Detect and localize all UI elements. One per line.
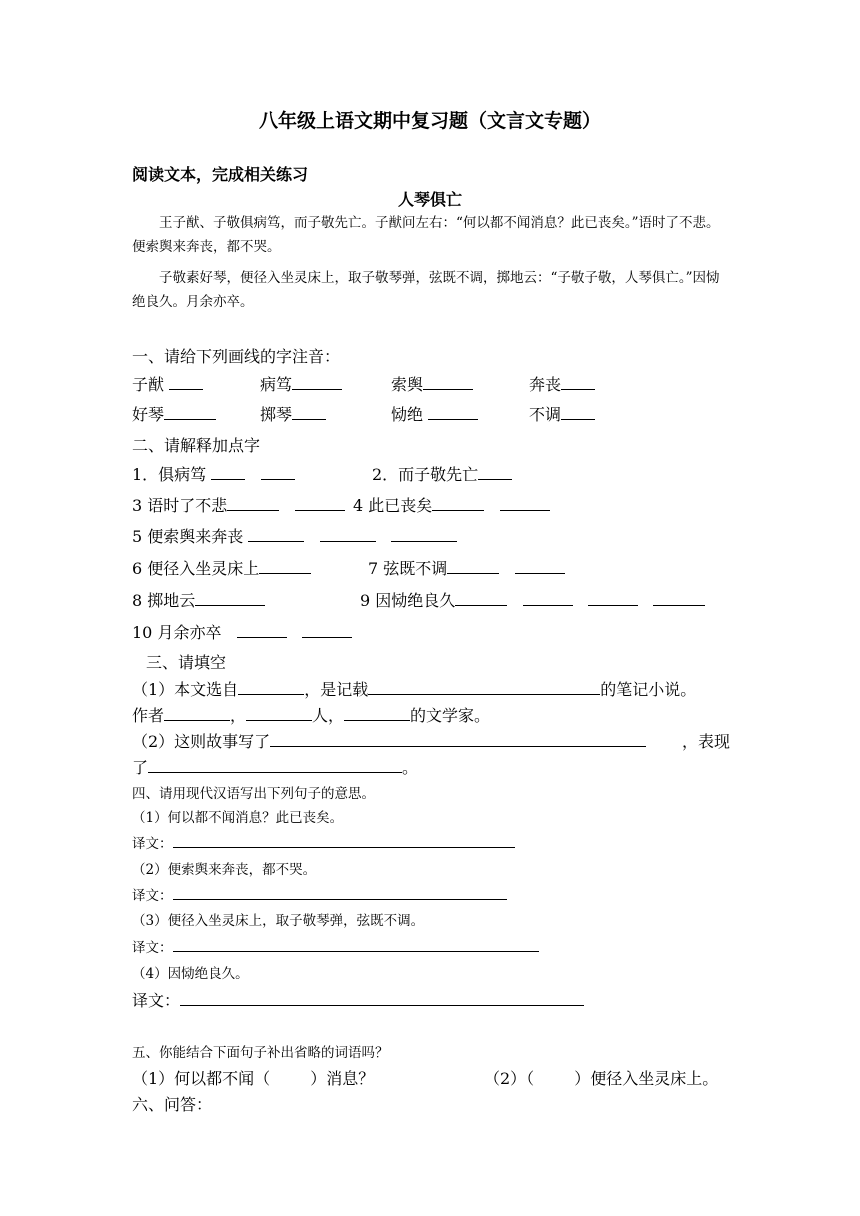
explain-item: 4 此已丧矣	[353, 493, 550, 516]
answer-blank[interactable]	[173, 886, 507, 901]
pinyin-item: 不调	[529, 402, 595, 425]
translation-line: 译文：	[132, 884, 507, 904]
page-title: 八年级上语文期中复习题（文言文专题）	[258, 110, 601, 132]
answer-blank[interactable]	[259, 557, 311, 574]
answer-blank[interactable]	[588, 589, 638, 606]
fill-line: 了 。	[132, 758, 419, 777]
answer-blank[interactable]	[292, 373, 342, 390]
fill-line: （2）这则故事写了 ，表现	[132, 732, 730, 751]
explain-item: 8 掷地云	[132, 588, 265, 611]
pinyin-item: 病笃	[260, 372, 342, 395]
explain-item: 1．俱病笃	[132, 462, 295, 485]
answer-blank[interactable]	[237, 621, 287, 638]
answer-blank[interactable]	[292, 403, 326, 420]
section-3-heading: 三、请填空	[146, 653, 227, 672]
pinyin-item: 索舆	[391, 372, 473, 395]
explain-item: 10 月余亦卒	[132, 620, 352, 643]
sentence-item: （4）因恸绝良久。	[132, 966, 249, 982]
omission-item: （2）（ ）便径入坐灵床上。	[484, 1069, 719, 1088]
explain-item: 6 便径入坐灵床上	[132, 556, 311, 579]
answer-blank[interactable]	[320, 525, 376, 542]
pinyin-item: 奔丧	[529, 372, 595, 395]
answer-blank[interactable]	[561, 373, 595, 390]
answer-blank[interactable]	[164, 403, 216, 420]
section-2-heading: 二、请解释加点字	[132, 436, 261, 455]
section-6-heading: 六、问答：	[132, 1095, 213, 1114]
answer-blank[interactable]	[368, 678, 600, 695]
answer-blank[interactable]	[344, 704, 410, 721]
answer-blank[interactable]	[653, 589, 705, 606]
pinyin-item: 掷琴	[260, 402, 326, 425]
passage-paragraph-1: 王子猷、子敬俱病笃，而子敬先亡。子猷问左右：“何以都不闻消息？此已丧矣。”语时了不悲。便索舆来奔丧，都不哭。	[132, 215, 720, 255]
translation-line: 译文：	[132, 936, 539, 956]
sentence-item: （1）何以都不闻消息？此已丧矣。	[132, 810, 344, 826]
translation-line: 译文：	[132, 988, 584, 1011]
section-5-heading: 五、你能结合下面句子补出省略的词语吗？	[132, 1045, 389, 1061]
answer-blank[interactable]	[169, 373, 203, 390]
answer-blank[interactable]	[238, 678, 304, 695]
answer-blank[interactable]	[432, 494, 484, 511]
answer-blank[interactable]	[248, 525, 304, 542]
answer-blank[interactable]	[455, 589, 507, 606]
answer-blank[interactable]	[148, 756, 402, 773]
answer-blank[interactable]	[180, 989, 584, 1006]
answer-blank[interactable]	[195, 589, 265, 606]
answer-blank[interactable]	[295, 494, 345, 511]
omission-item: （1）何以都不闻（ ）消息？	[132, 1069, 375, 1088]
section-1-heading: 一、请给下列画线的字注音：	[132, 347, 341, 366]
reading-instruction: 阅读文本，完成相关练习	[132, 165, 309, 184]
answer-blank[interactable]	[173, 938, 539, 953]
answer-blank[interactable]	[561, 403, 595, 420]
answer-blank[interactable]	[478, 463, 512, 480]
answer-blank[interactable]	[270, 730, 646, 747]
answer-blank[interactable]	[173, 834, 515, 849]
pinyin-item: 恸绝	[391, 402, 478, 425]
answer-blank[interactable]	[227, 494, 279, 511]
passage-paragraph-2: 子敬素好琴，便径入坐灵床上，取子敬琴弹，弦既不调，掷地云：“子敬子敬，人琴俱亡。”因恸绝良久。月余亦卒。	[132, 270, 720, 310]
passage-heading: 人琴俱亡	[397, 190, 462, 209]
answer-blank[interactable]	[246, 704, 312, 721]
answer-blank[interactable]	[391, 525, 457, 542]
answer-blank[interactable]	[500, 494, 550, 511]
pinyin-item: 子猷	[132, 372, 203, 395]
answer-blank[interactable]	[428, 403, 478, 420]
explain-item: 3 语时了不悲	[132, 493, 345, 516]
answer-blank[interactable]	[515, 557, 565, 574]
answer-blank[interactable]	[523, 589, 573, 606]
answer-blank[interactable]	[447, 557, 499, 574]
explain-item: 9 因恸绝良久	[360, 588, 705, 611]
sentence-item: （2）便索舆来奔丧，都不哭。	[132, 862, 317, 878]
pinyin-item: 好琴	[132, 402, 216, 425]
section-4-heading: 四、请用现代汉语写出下列句子的意思。	[132, 786, 375, 802]
answer-blank[interactable]	[164, 704, 230, 721]
answer-blank[interactable]	[211, 463, 245, 480]
fill-line: 作者 ， 人， 的文学家。	[132, 706, 491, 725]
fill-line: （1）本文选自 ，是记载 的笔记小说。	[132, 680, 697, 699]
answer-blank[interactable]	[261, 463, 295, 480]
explain-item: 2．而子敬先亡	[372, 462, 512, 485]
sentence-item: （3）便径入坐灵床上，取子敬琴弹，弦既不调。	[132, 913, 425, 929]
translation-line: 译文：	[132, 832, 515, 852]
explain-item: 5 便索舆来奔丧	[132, 524, 457, 547]
answer-blank[interactable]	[302, 621, 352, 638]
answer-blank[interactable]	[423, 373, 473, 390]
explain-item: 7 弦既不调	[368, 556, 565, 579]
